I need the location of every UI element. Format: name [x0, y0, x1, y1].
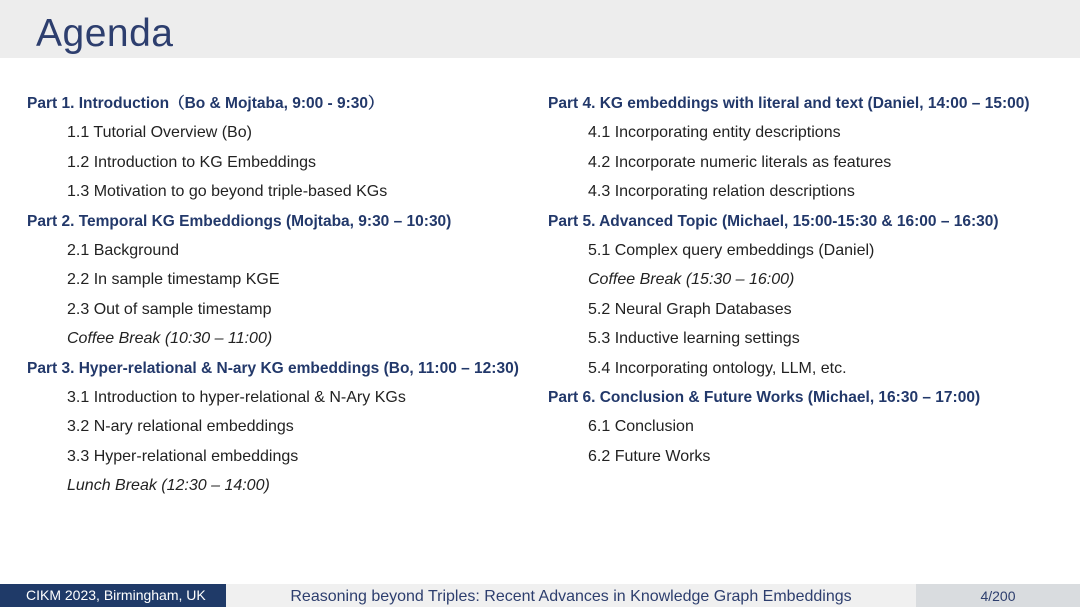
agenda-item: 3.3 Hyper-relational embeddings: [67, 447, 299, 465]
agenda-item: 5.4 Incorporating ontology, LLM, etc.: [588, 359, 847, 377]
agenda-part-heading: Part 4. KG embeddings with literal and text (Daniel, 14:00 – 15:00): [548, 95, 1030, 112]
agenda-item: 6.1 Conclusion: [588, 418, 694, 436]
agenda-item: 4.3 Incorporating relation descriptions: [588, 183, 855, 201]
agenda-item: 2.3 Out of sample timestamp: [67, 300, 272, 318]
agenda-item: 6.2 Future Works: [588, 447, 711, 465]
agenda-item: 5.3 Inductive learning settings: [588, 330, 800, 348]
agenda-part-heading: Part 5. Advanced Topic (Michael, 15:00-15:30 & 16:00 – 16:30): [548, 212, 999, 230]
agenda-item: 4.2 Incorporate numeric literals as features: [588, 153, 892, 171]
agenda-part-heading: Part 1. Introduction（Bo & Mojtaba, 9:00 - 9:30）: [27, 95, 384, 112]
agenda-part-heading: Part 3. Hyper-relational & N-ary KG embeddings (Bo, 11:00 – 12:30): [27, 359, 519, 377]
agenda-item: 1.2 Introduction to KG Embeddings: [67, 153, 317, 171]
slide-title: Agenda: [36, 12, 174, 55]
agenda-right-column: [548, 89, 1068, 471]
agenda-item: 1.1 Tutorial Overview (Bo): [67, 124, 252, 142]
agenda-item: 1.3 Motivation to go beyond triple-based KGs: [67, 183, 388, 201]
agenda-item: 3.1 Introduction to hyper-relational & N-Ary KGs: [67, 388, 406, 406]
agenda-item: 4.1 Incorporating entity descriptions: [588, 124, 841, 142]
agenda-part-heading: Part 6. Conclusion & Future Works (Michael, 16:30 – 17:00): [548, 388, 981, 406]
agenda-item: 2.2 In sample timestamp KGE: [67, 271, 280, 289]
agenda-item: 5.1 Complex query embeddings (Daniel): [588, 241, 875, 259]
agenda-break: Coffee Break (15:30 – 16:00): [588, 271, 795, 289]
agenda-break: Lunch Break (12:30 – 14:00): [67, 477, 270, 495]
agenda-break: Coffee Break (10:30 – 11:00): [67, 330, 273, 348]
footer-tutorial-title: Reasoning beyond Triples: Recent Advances in Knowledge Graph Embeddings: [226, 584, 916, 607]
agenda-item: 2.1 Background: [67, 241, 180, 259]
agenda-item: 5.2 Neural Graph Databases: [588, 300, 792, 318]
agenda-item: 3.2 N-ary relational embeddings: [67, 418, 294, 436]
footer-page-number: 4/200: [916, 584, 1080, 607]
footer-event: CIKM 2023, Birmingham, UK: [0, 584, 226, 607]
slide-footer: [0, 584, 1080, 607]
agenda-left-column: [27, 89, 537, 500]
agenda-part-heading: Part 2. Temporal KG Embeddiongs (Mojtaba, 9:30 – 10:30): [27, 212, 452, 230]
